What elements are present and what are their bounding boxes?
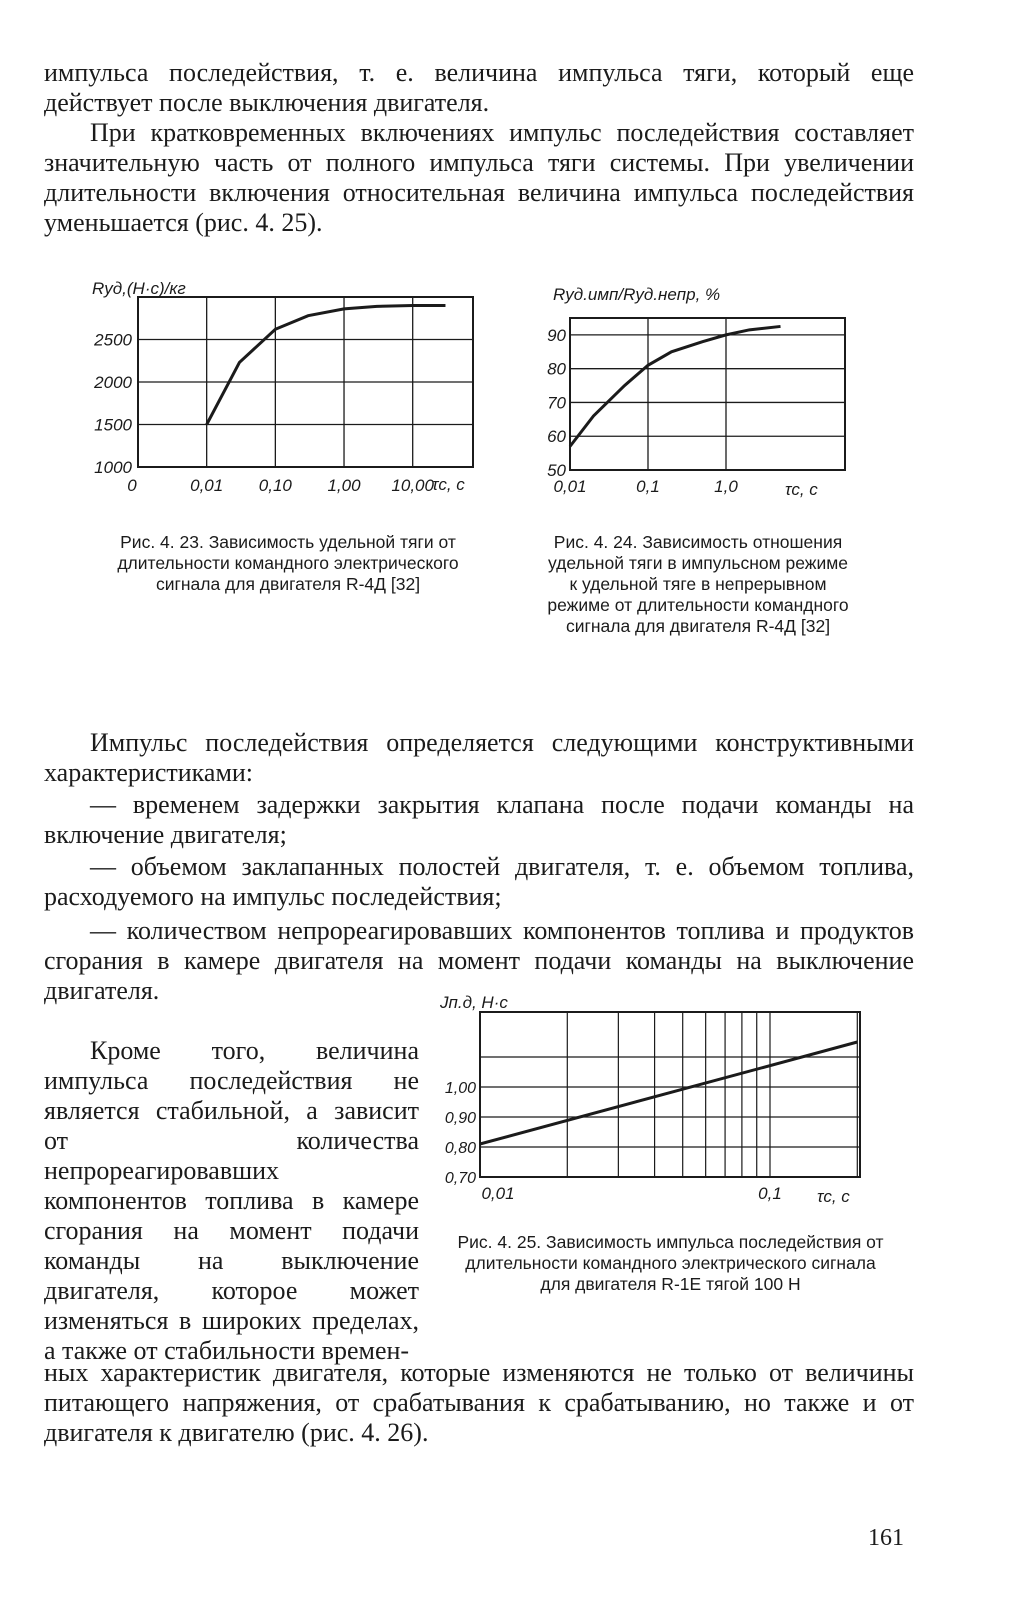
paragraph-5: — объемом заклапанных полостей двигателя, т. е. объемом топлива, расходуемого на импульс последействия; bbox=[44, 852, 914, 911]
chart3-ytick: 1,00 bbox=[444, 1080, 476, 1097]
chart1-xlabel: τс, с bbox=[432, 475, 465, 494]
chart2-xtick: 0,01 bbox=[553, 477, 587, 496]
paragraph-2: При кратковременных включениях импульс последействия составляет значительную часть от полного импульса тяги системы. При увеличении длительности включения относительная величина импульса последействия уменьшается (рис. 4. 25). bbox=[44, 118, 914, 237]
chart1-ytick: 2500 bbox=[94, 330, 132, 350]
page-number: 161 bbox=[868, 1525, 904, 1551]
chart1-ylabel: Rуд,(Н·с)/кг bbox=[92, 279, 186, 298]
caption-fig-4-24: Рис. 4. 24. Зависимость отношения удельной тяги в импульсном режиме к удельной тяге в непрерывном режиме от длительности командного сигнала для двигателя R-4Д [32] bbox=[547, 532, 849, 636]
chart2-xlabel: τс, с bbox=[785, 480, 818, 499]
paragraph-7: Кроме того, величина импульса последействия не является стабильной, а зависит от количества непрореагировавших компонентов топлива в камере сгорания на момент подачи команды на выключение двигателя, которое может изменяться в широких пределах, а также от стабильности времен- bbox=[44, 1036, 419, 1365]
chart1-xtick: 1,00 bbox=[327, 476, 361, 495]
chart2-ytick: 90 bbox=[547, 325, 566, 345]
chart2-ytick: 60 bbox=[547, 427, 566, 447]
figure-4-23 bbox=[80, 272, 490, 517]
chart1-xtick: 0,10 bbox=[258, 476, 292, 495]
caption-fig-4-25: Рис. 4. 25. Зависимость импульса последействия от длительности командного электрического сигнала для двигателя R-1E тягой 100 Н bbox=[457, 1232, 884, 1294]
chart2-xtick: 1,0 bbox=[714, 477, 738, 496]
chart3-ytick: 0,90 bbox=[444, 1110, 476, 1127]
chart1-ytick: 1000 bbox=[94, 458, 132, 477]
chart3-frame bbox=[480, 1012, 860, 1177]
chart3-ytick: 0,80 bbox=[444, 1140, 476, 1157]
chart3-ytick: 0,70 bbox=[444, 1170, 476, 1187]
chart1-xtick: 0 bbox=[127, 476, 137, 495]
chart1-ytick: 1500 bbox=[94, 415, 132, 435]
caption-fig-4-23: Рис. 4. 23. Зависимость удельной тяги от длительности командного электрического сигнала для двигателя R-4Д [32] bbox=[117, 532, 459, 594]
paragraph-8: ных характеристик двигателя, которые изменяются не только от величины питающего напряжения, от срабатывания к срабатыванию, но также и от двигателя к двигателю (рис. 4. 26). bbox=[44, 1358, 914, 1447]
chart2-ytick: 50 bbox=[547, 461, 566, 480]
chart3-xtick: 0,1 bbox=[758, 1184, 782, 1203]
chart2-ytick: 70 bbox=[547, 393, 566, 413]
paragraph-4: — временем задержки закрытия клапана после подачи команды на включение двигателя; bbox=[44, 790, 914, 849]
paragraph-6: — количеством непрореагировавших компонентов топлива и продуктов сгорания в камере двигателя на момент подачи команды на выключение двигателя. bbox=[44, 916, 914, 1005]
figure-4-25 bbox=[435, 990, 885, 1210]
chart3-ylabel: Jп.д, Н·с bbox=[440, 993, 508, 1012]
chart1-xtick: 10,00 bbox=[391, 476, 434, 495]
chart1-xtick: 0,01 bbox=[190, 476, 224, 495]
paragraph-1: импульса последействия, т. е. величина импульса тяги, который еще действует после выключения двигателя. bbox=[44, 58, 914, 117]
chart2-ytick: 80 bbox=[547, 359, 566, 379]
figure-4-24 bbox=[535, 280, 865, 505]
chart2-ylabel: Rуд.имп/Rуд.непр, % bbox=[553, 285, 721, 304]
chart3-xlabel: τс, с bbox=[817, 1187, 850, 1206]
chart3-xtick: 0,01 bbox=[481, 1184, 515, 1203]
paragraph-3: Импульс последействия определяется следующими конструктивными характеристиками: bbox=[44, 728, 914, 787]
chart1-ytick: 2000 bbox=[94, 373, 132, 392]
chart1-curve bbox=[207, 306, 446, 425]
chart2-xtick: 0,1 bbox=[636, 477, 660, 496]
chart2-curve bbox=[570, 326, 781, 446]
